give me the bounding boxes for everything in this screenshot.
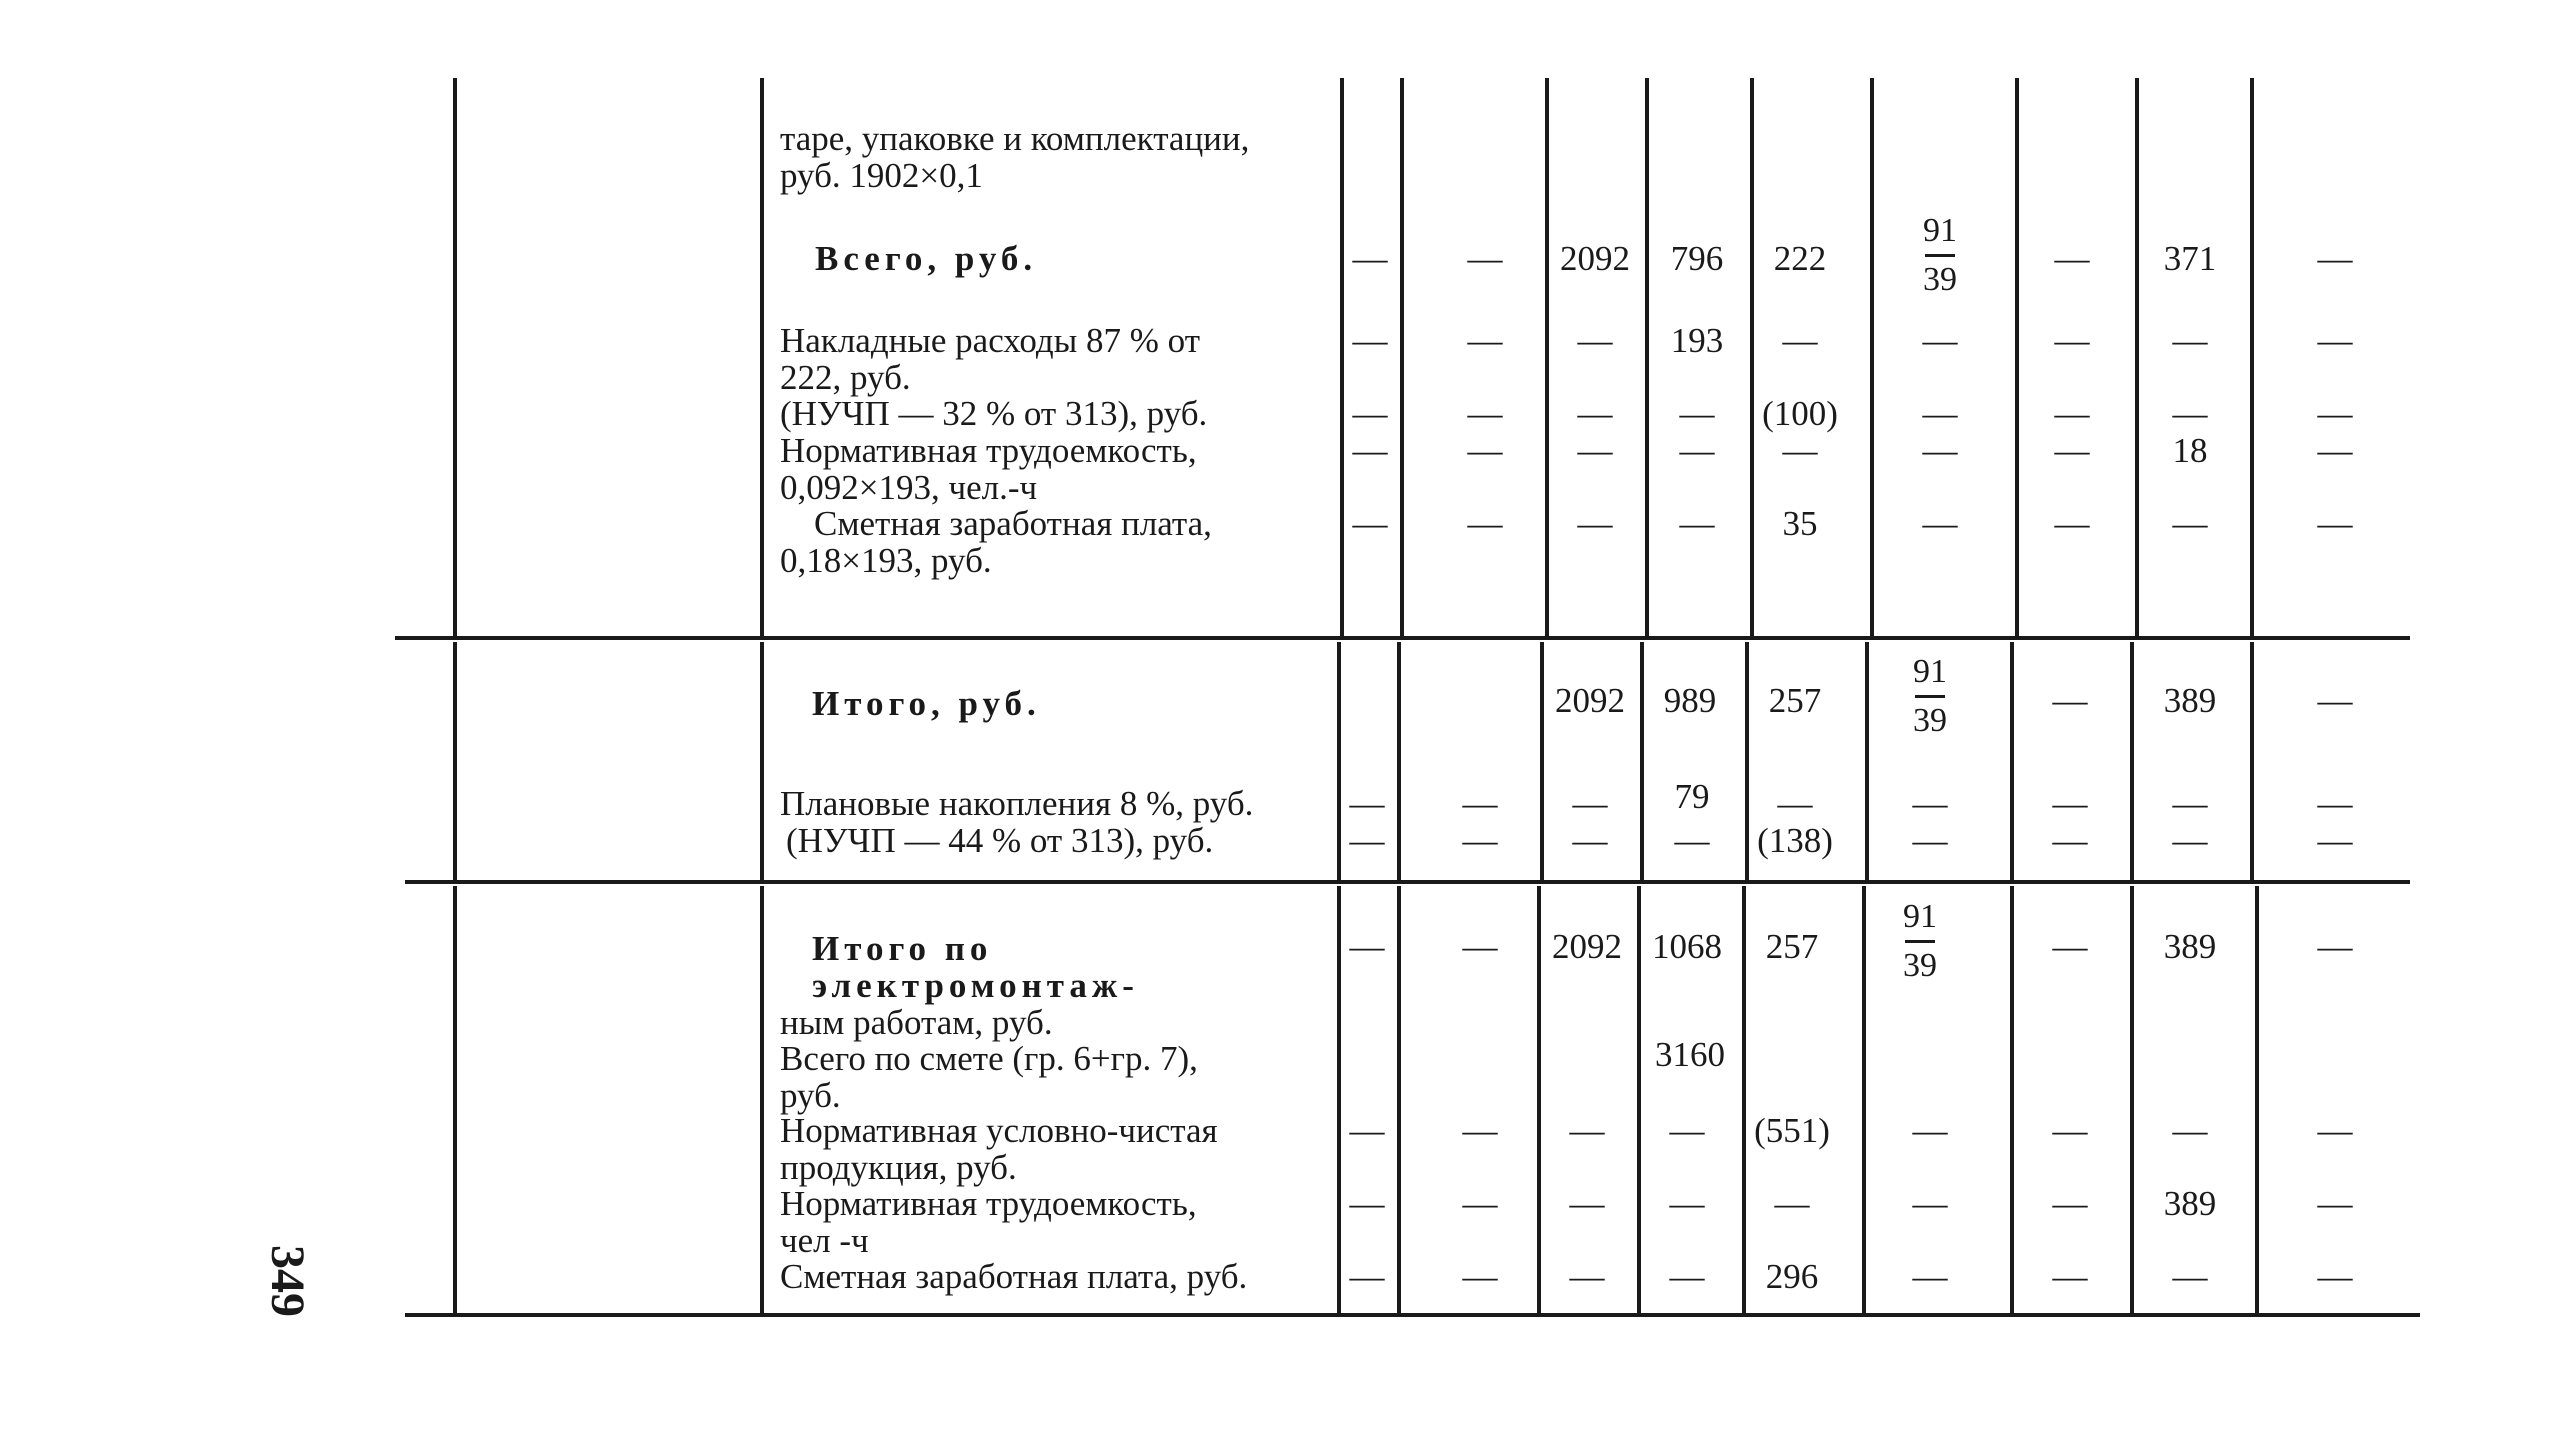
- table-cell: —: [1349, 927, 1385, 966]
- table-cell: —: [1462, 1257, 1498, 1296]
- column-line: [2010, 886, 2014, 1313]
- table-cell: —: [2054, 321, 2090, 360]
- table-cell: —: [1577, 504, 1613, 543]
- table-cell: —: [1922, 504, 1958, 543]
- table-cell: —: [2317, 394, 2353, 433]
- table-cell: —: [1467, 504, 1503, 543]
- column-line: [1870, 78, 1874, 636]
- table-cell: 1068: [1652, 927, 1722, 966]
- table-cell: 2092: [1552, 927, 1622, 966]
- column-line: [453, 78, 457, 636]
- table-cell: —: [2052, 821, 2088, 860]
- table-cell: 18: [2172, 431, 2208, 470]
- table-cell: —: [2172, 321, 2208, 360]
- table-cell: —: [1669, 1257, 1705, 1296]
- row-description: Итого по электромонтаж- ным работам, руб.: [780, 929, 1139, 1042]
- table-cell: —: [1349, 1111, 1385, 1150]
- table-cell: —: [1467, 431, 1503, 470]
- table-cell: —: [1572, 821, 1608, 860]
- table-cell: —: [2054, 239, 2090, 278]
- row-description: Нормативная условно-чистая продукция, руб.: [780, 1111, 1218, 1187]
- column-line: [1862, 886, 1866, 1313]
- column-line: [2130, 642, 2134, 880]
- table-cell: —: [2172, 504, 2208, 543]
- table-cell: (100): [1762, 394, 1838, 433]
- table-cell: (138): [1757, 821, 1833, 860]
- table-cell: —: [2052, 927, 2088, 966]
- table-cell: —: [1349, 784, 1385, 823]
- table-cell: —: [2054, 431, 2090, 470]
- table-cell: —: [1669, 1111, 1705, 1150]
- table-cell: —: [2317, 239, 2353, 278]
- table-cell: 35: [1782, 504, 1818, 543]
- table-cell: —: [1572, 784, 1608, 823]
- table-cell: —: [2172, 784, 2208, 823]
- table-cell: —: [1462, 1111, 1498, 1150]
- table-cell: 222: [1773, 239, 1827, 278]
- row-description: Всего, руб.: [815, 239, 1038, 278]
- table-cell: —: [1569, 1184, 1605, 1223]
- table-cell: —: [2172, 821, 2208, 860]
- table-cell: 389: [2163, 1184, 2217, 1223]
- column-line: [2130, 886, 2134, 1313]
- table-cell: —: [2317, 1184, 2353, 1223]
- table-cell: 2092: [1555, 681, 1625, 720]
- table-cell: —: [1467, 394, 1503, 433]
- table-cell: —: [2052, 784, 2088, 823]
- table-cell: 371: [2163, 239, 2217, 278]
- table-cell: —: [1569, 1111, 1605, 1150]
- table-cell: —: [2317, 927, 2353, 966]
- section-rule-2: [405, 880, 2410, 884]
- fraction-cell: 91 39: [1923, 212, 1957, 298]
- table-cell: —: [1679, 504, 1715, 543]
- table-cell: —: [1352, 321, 1388, 360]
- column-line: [2135, 78, 2139, 636]
- column-line: [760, 886, 764, 1313]
- table-cell: —: [1912, 1257, 1948, 1296]
- page-number: 349: [261, 1245, 314, 1317]
- table-cell: —: [2317, 1257, 2353, 1296]
- table-cell: —: [2172, 394, 2208, 433]
- table-cell: —: [1674, 821, 1710, 860]
- table-cell: —: [1349, 1257, 1385, 1296]
- column-line: [760, 642, 764, 880]
- table-cell: —: [1352, 504, 1388, 543]
- column-line: [2015, 78, 2019, 636]
- row-description: Сметная заработная плата, руб.: [780, 1257, 1248, 1296]
- table-cell: —: [2172, 1111, 2208, 1150]
- column-line: [760, 78, 764, 636]
- table-cell: 2092: [1560, 239, 1630, 278]
- table-cell: —: [1462, 821, 1498, 860]
- table-cell: —: [2317, 504, 2353, 543]
- table-cell: 796: [1670, 239, 1724, 278]
- table-cell: —: [2317, 321, 2353, 360]
- table-cell: 389: [2163, 681, 2217, 720]
- column-line: [2010, 642, 2014, 880]
- row-description: Всего по смете (гр. 6+гр. 7), руб.: [780, 1039, 1198, 1115]
- fraction-cell: 91 39: [1903, 898, 1937, 984]
- table-cell: —: [1922, 321, 1958, 360]
- table-cell: —: [2054, 394, 2090, 433]
- table-cell: —: [1577, 394, 1613, 433]
- table-cell: 296: [1765, 1257, 1819, 1296]
- table-cell: 257: [1768, 681, 1822, 720]
- table-cell: —: [1679, 394, 1715, 433]
- column-line: [453, 642, 457, 880]
- table-cell: —: [1679, 431, 1715, 470]
- table-cell: —: [2317, 431, 2353, 470]
- table-cell: —: [2317, 821, 2353, 860]
- row-description: Плановые накопления 8 %, руб.: [780, 784, 1254, 823]
- table-cell: —: [1922, 431, 1958, 470]
- table-cell: —: [2052, 1184, 2088, 1223]
- table-cell: —: [1577, 431, 1613, 470]
- table-cell: —: [1922, 394, 1958, 433]
- table-cell: —: [2317, 681, 2353, 720]
- table-cell: —: [1912, 1111, 1948, 1150]
- table-cell: 193: [1670, 321, 1724, 360]
- table-cell: —: [1912, 1184, 1948, 1223]
- table-cell: —: [1349, 1184, 1385, 1223]
- table-cell: —: [1462, 927, 1498, 966]
- row-description: таре, упаковке и комплектации, руб. 1902×0,1: [780, 119, 1250, 195]
- table-cell: —: [1774, 1184, 1810, 1223]
- table-cell: —: [1782, 321, 1818, 360]
- table-cell: 989: [1663, 681, 1717, 720]
- table-cell: —: [2052, 1111, 2088, 1150]
- row-description: (НУЧП — 32 % от 313), руб.: [780, 394, 1208, 433]
- row-description: Накладные расходы 87 % от 222, руб.: [780, 321, 1200, 397]
- table-cell: —: [1669, 1184, 1705, 1223]
- table-cell: —: [1352, 239, 1388, 278]
- column-line: [2255, 886, 2259, 1313]
- column-line: [1865, 642, 1869, 880]
- row-description: (НУЧП — 44 % от 313), руб.: [786, 821, 1214, 860]
- row-description: Нормативная трудоемкость, 0,092×193, чел.-ч: [780, 431, 1197, 507]
- table-cell: —: [1782, 431, 1818, 470]
- section-rule-1: [395, 636, 2410, 640]
- table-cell: —: [2172, 1257, 2208, 1296]
- table-cell: —: [1462, 784, 1498, 823]
- table-cell: —: [2052, 681, 2088, 720]
- table-cell: —: [1352, 394, 1388, 433]
- table-cell: —: [1467, 321, 1503, 360]
- table-cell: —: [2317, 784, 2353, 823]
- column-line: [453, 886, 457, 1313]
- table-cell: —: [1462, 1184, 1498, 1223]
- table-bottom-rule: [405, 1313, 2420, 1317]
- table-cell: —: [1349, 821, 1385, 860]
- column-line: [2250, 642, 2254, 880]
- table-cell: —: [1777, 784, 1813, 823]
- table-cell: 389: [2163, 927, 2217, 966]
- table-cell: —: [1569, 1257, 1605, 1296]
- table-cell: —: [1912, 821, 1948, 860]
- table-cell: —: [1912, 784, 1948, 823]
- column-line: [2250, 78, 2254, 636]
- table-cell: —: [1352, 431, 1388, 470]
- fraction-cell: 91 39: [1913, 653, 1947, 739]
- row-description: Сметная заработная плата, 0,18×193, руб.: [780, 504, 1212, 580]
- table-cell: (551): [1754, 1111, 1830, 1150]
- table-cell: —: [2052, 1257, 2088, 1296]
- table-cell: 3160: [1655, 1035, 1725, 1074]
- table-cell: 257: [1765, 927, 1819, 966]
- table-cell: —: [2317, 1111, 2353, 1150]
- table-cell: —: [1467, 239, 1503, 278]
- row-description: Итого, руб.: [812, 684, 1041, 723]
- table-cell: —: [1577, 321, 1613, 360]
- table-cell: 79: [1674, 777, 1710, 816]
- row-description: Нормативная трудоемкость, чел -ч: [780, 1184, 1197, 1260]
- table-cell: —: [2054, 504, 2090, 543]
